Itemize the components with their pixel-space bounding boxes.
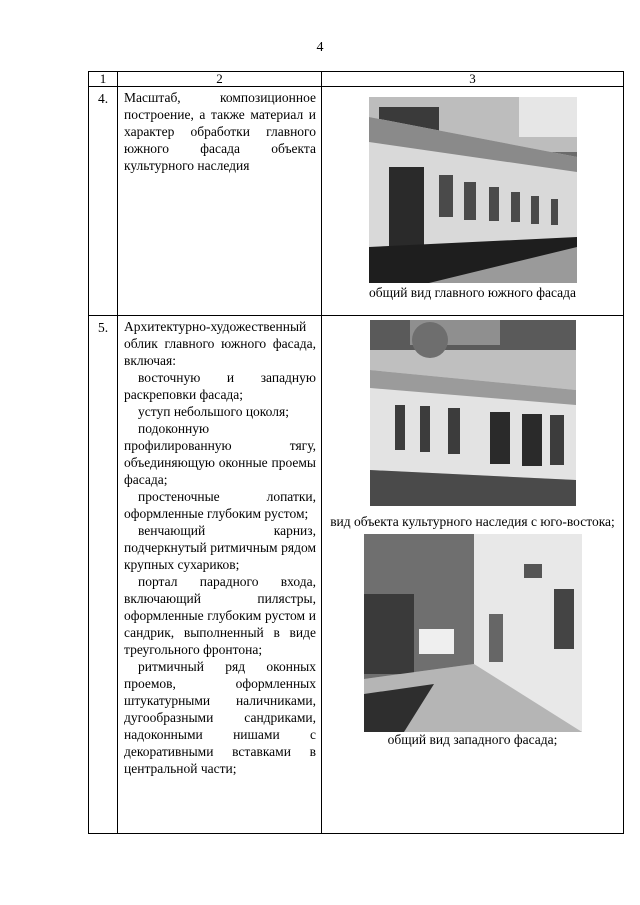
row-description: Архитектурно-художественный облик главного южного фасада, включая: [124,319,316,368]
list-item: ритмичный ряд оконных проемов, оформленных штукатурными наличниками, дугообразными сандриками, надоконными нишами с декоративными вставками в центральной части; [124,659,316,776]
list-item: простеночные лопатки, оформленные глубоким рустом; [124,489,316,521]
list-item: восточную и западную раскрепoвки фасада; [124,370,316,402]
list-item: подоконную профилированную тягу, объединяющую оконные проемы фасада; [124,421,316,487]
header-col-1: 1 [89,72,118,87]
header-col-2: 2 [118,72,322,87]
list-item: венчающий карниз, подчеркнутый ритмичным рядом крупных сухариков; [124,523,316,572]
table-header-row [89,72,624,87]
west-facade-photo [364,534,582,732]
heritage-table [88,71,624,834]
southeast-view-photo [370,320,576,506]
photo-caption: вид объекта культурного наследия с юго-востока; [330,514,615,529]
page-number: 4 [316,40,324,55]
header-col-3: 3 [322,72,624,87]
photo-caption: общий вид западного фасада; [387,732,558,747]
south-facade-photo [369,97,577,283]
list-item: портал парадного входа, включающий пилястры, оформленные глубоким рустом и сандрик, выполненный в виде треугольного фронтона; [124,574,316,657]
photo-caption: общий вид главного южного фасада [368,285,577,300]
table-row [89,87,624,316]
row-number: 4. [97,91,109,106]
row-description: Масштаб, композиционное построение, а также материал и характер обработки главного южного фасада объекта культурного наследия [124,90,316,173]
list-item: уступ небольшого цоколя; [138,404,289,419]
row-number: 5. [97,320,109,335]
table-row [89,316,624,834]
